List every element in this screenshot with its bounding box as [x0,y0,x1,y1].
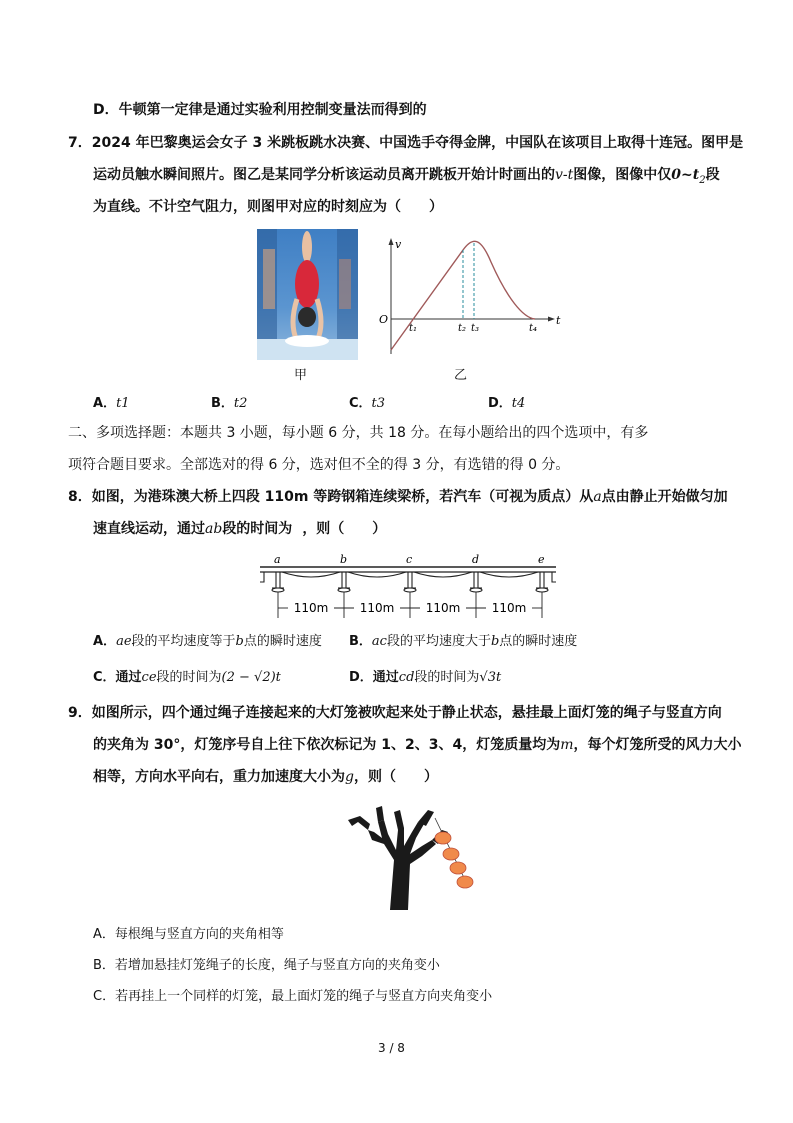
q7-line2 [93,165,720,191]
q7-line2-c: 段 [705,167,720,183]
caption-jia: 甲 [294,368,308,383]
q7-option-b: B．t2 [211,396,248,411]
q8-option-a: A．ae段的平均速度等于b点的瞬时速度 [93,634,322,649]
q7-vt: v-t [555,167,574,183]
q8-line1: 8．如图，为港珠澳大桥上四段 110m 等跨钢箱连续梁桥，若汽车（可视为质点）从a点由静止开始做匀加 [68,489,728,505]
section2-line1: 二、多项选择题：本题共 3 小题，每小题 6 分，共 18 分。在每小题给出的四个选项中，有多 [68,425,649,441]
tree [348,806,448,910]
caption-yi: 乙 [454,368,468,383]
q9-option-a: A．每根绳与竖直方向的夹角相等 [93,927,284,942]
q7-seg: 0~t [671,167,700,183]
q7-line1: 7．2024 年巴黎奥运会女子 3 米跳板跳水决赛、中国选手夺得金牌，中国队在该项目上取得十连冠。图甲是 [68,135,744,151]
q7-option-d: D．t4 [488,396,526,411]
bridge-point-e: e [538,553,545,566]
q7-seg-sub: 2 [699,174,706,186]
t-axis-arrow [548,317,555,322]
q8-option-c: C．通过ce段的时间为(2 − √2)t [93,670,281,685]
q7-option-c: C．t3 [349,396,386,411]
t-label: t [556,314,561,327]
origin-label: O [379,313,389,326]
t4-label: t₄ [529,323,538,334]
t1-label: t₁ [409,323,418,334]
lanterns [435,832,473,888]
q8-option-d: D．通过cd段的时间为√3t [349,670,502,685]
v-label: v [395,238,402,251]
q6-option-d: D．牛顿第一定律是通过实验利用控制变量法而得到的 [93,102,427,118]
tree-lanterns-figure [338,800,478,912]
q9-option-b: B．若增加悬挂灯笼绳子的长度，绳子与竖直方向的夹角变小 [93,958,440,973]
span-2: 110m [359,601,395,615]
q7-option-a: A．t1 [93,396,130,411]
span-4: 110m [491,601,527,615]
bridge-point-d: d [472,553,480,566]
q9-line1: 9．如图所示，四个通过绳子连接起来的大灯笼被吹起来处于静止状态，悬挂最上面灯笼的绳子与竖直方向 [68,705,722,721]
bridge-point-c: c [406,553,413,566]
q9-option-c: C．若再挂上一个同样的灯笼，最上面灯笼的绳子与竖直方向夹角变小 [93,989,493,1004]
q7-line3: 为直线。不计空气阻力，则图甲对应的时刻应为（ ） [93,199,443,215]
span-3: 110m [425,601,461,615]
bridge-point-b: b [340,553,348,566]
q8-line2: 速直线运动，通过ab段的时间为 ，则（ ） [93,521,387,537]
bridge-point-a: a [274,553,281,566]
diver-photo [257,229,358,360]
q8-option-b: B．ac段的平均速度大于b点的瞬时速度 [349,634,578,649]
q9-line3: 相等，方向水平向右，重力加速度大小为g，则（ ） [93,769,438,785]
q7-line2-a: 运动员触水瞬间照片。图乙是某同学分析该运动员离开跳板开始计时画出的 [93,167,555,183]
t2-label: t₂ [458,323,467,334]
span-1: 110m [293,601,329,615]
q7-line2-b: 图像，图像中仅 [573,167,672,183]
q9-line2: 的夹角为 30°，灯笼序号自上往下依次标记为 1、2、3、4，灯笼质量均为m，每个灯笼所受的风力大小 [93,737,742,753]
v-axis-arrow [389,238,394,245]
bridge-diagram [258,552,558,620]
vt-graph [373,234,563,356]
page-number: 3 / 8 [378,1041,405,1055]
t3-label: t₃ [471,323,480,334]
section2-line2: 项符合题目要求。全部选对的得 6 分，选对但不全的得 3 分，有选错的得 0 分。 [68,457,570,473]
